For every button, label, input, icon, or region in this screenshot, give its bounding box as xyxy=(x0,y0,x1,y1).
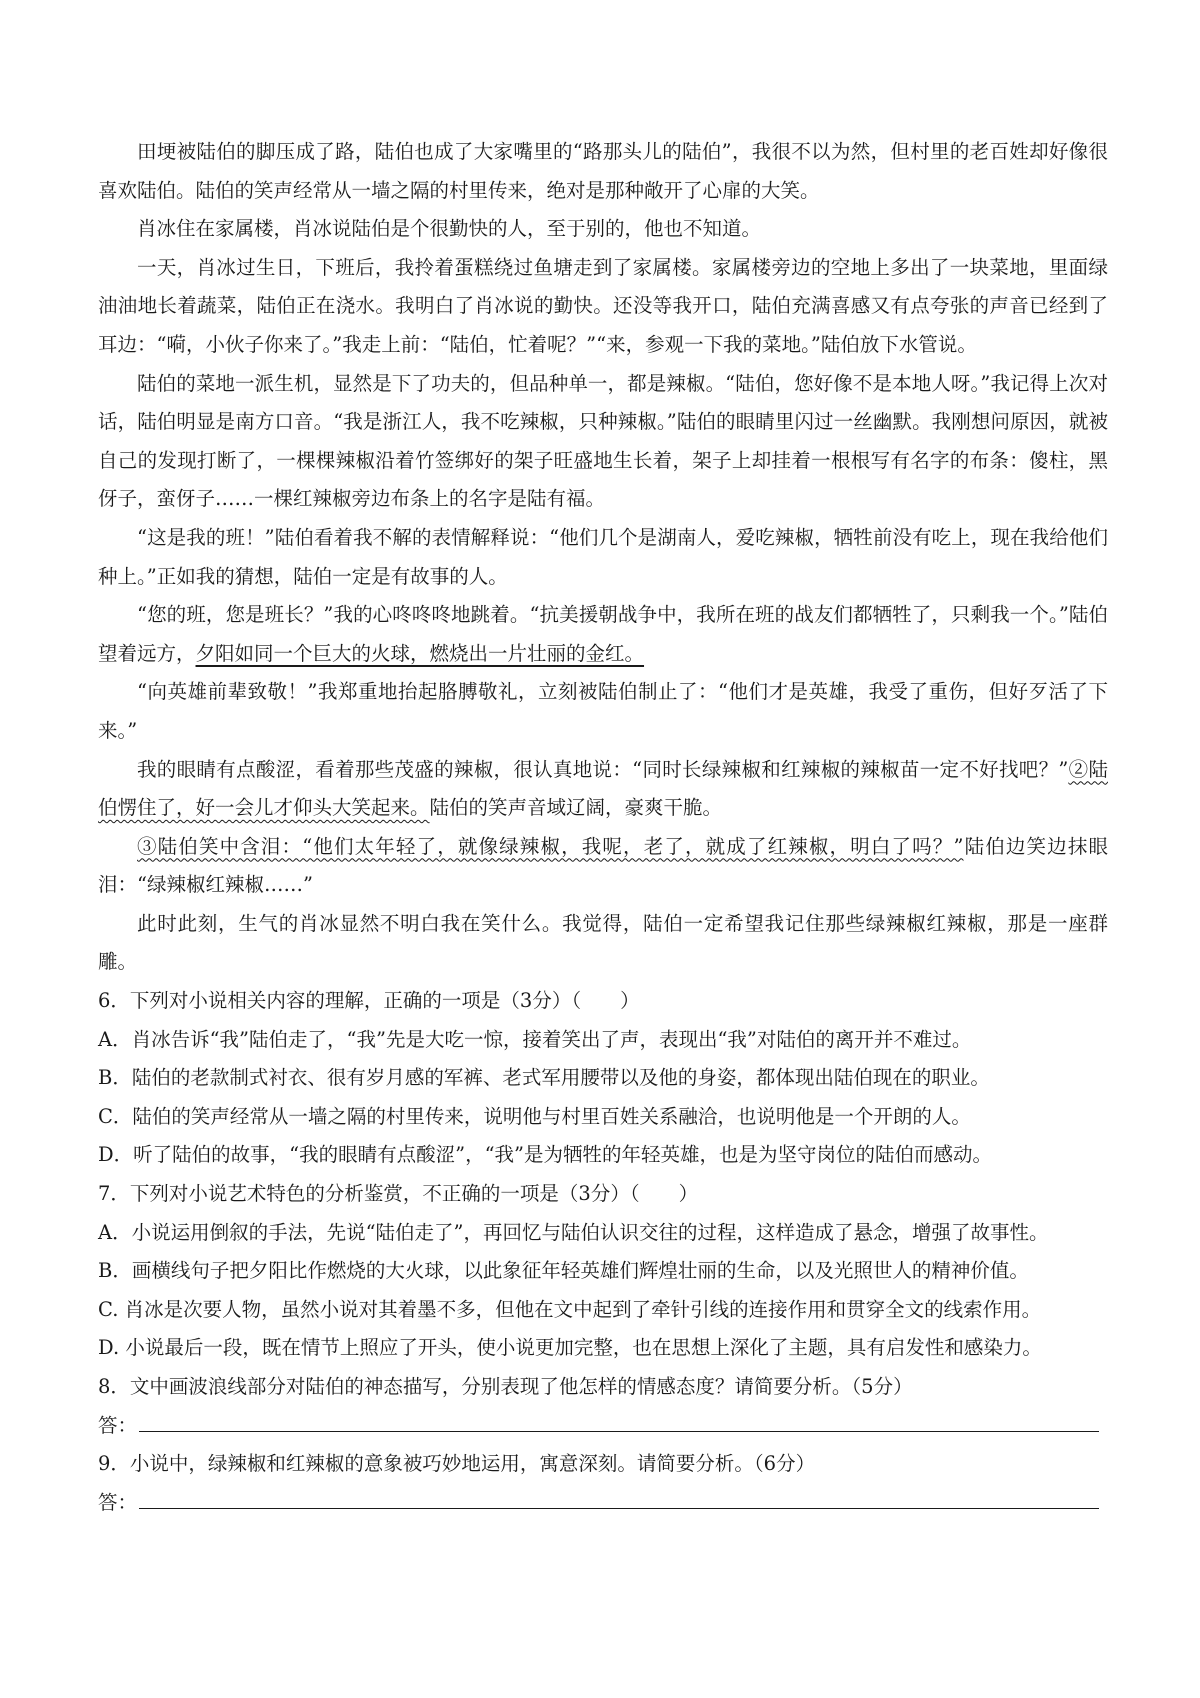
document-page xyxy=(98,133,1108,1522)
option-7b: B．画横线句子把夕阳比作燃烧的大火球，以此象征年轻英雄们辉煌壮丽的生命，以及光照世人的精神价值。 xyxy=(98,1259,1029,1283)
answer-8-blank[interactable] xyxy=(139,1411,1099,1432)
answer-label: 答： xyxy=(98,1490,138,1514)
option-6d: D．听了陆伯的故事，“我的眼睛有点酸涩”，“我”是为牺牲的年轻英雄，也是为坚守岗位的陆伯而感动。 xyxy=(98,1143,993,1167)
question-9: 9．小说中，绿辣椒和红辣椒的意象被巧妙地运用，寓意深刻。请简要分析。（6分） xyxy=(98,1452,816,1476)
passage-text: “您的班，您是班长？”我的心咚咚咚地跳着。“抗美援朝战争中，我所在班的战友们都牺牲了，只剩我一个。”陆伯望着远方， xyxy=(98,603,1108,665)
option-7c: C. 肖冰是次要人物，虽然小说对其着墨不多，但他在文中起到了牵针引线的连接作用和贯穿全文的线索作用。 xyxy=(98,1297,1042,1321)
passage-text: 陆伯的笑声音域辽阔，豪爽干脆。 xyxy=(429,796,723,820)
passage-paragraph: 肖冰住在家属楼，肖冰说陆伯是个很勤快的人，至于别的，他也不知道。 xyxy=(137,217,762,241)
passage-paragraph xyxy=(98,751,1108,828)
option-6a: A．肖冰告诉“我”陆伯走了，“我”先是大吃一惊，接着笑出了声，表现出“我”对陆伯的离开并不难过。 xyxy=(98,1027,972,1051)
answer-label: 答： xyxy=(98,1413,138,1437)
passage-text: 我的眼睛有点酸涩，看着那些茂盛的辣椒，很认真地说：“同时长绿辣椒和红辣椒的辣椒苗一定不好找吧？” xyxy=(137,757,1069,781)
answer-8-row xyxy=(98,1407,1108,1446)
option-7a: A．小说运用倒叙的手法，先说“陆伯走了”，再回忆与陆伯认识交往的过程，这样造成了悬念，增强了故事性。 xyxy=(98,1220,1049,1244)
underlined-sentence: 夕阳如同一个巨大的火球，燃烧出一片壮丽的金红。 xyxy=(195,641,645,665)
option-6c: C．陆伯的笑声经常从一墙之隔的村里传来，说明他与村里百姓关系融洽，也说明他是一个开朗的人。 xyxy=(98,1104,971,1128)
question-8: 8．文中画波浪线部分对陆伯的神态描写，分别表现了他怎样的情感态度？请简要分析。（5分） xyxy=(98,1375,913,1398)
passage-paragraph: “这是我的班！”陆伯看着我不解的表情解释说：“他们几个是湖南人，爱吃辣椒，牺牲前没有吃上，现在我给他们种上。”正如我的猜想，陆伯一定是有故事的人。 xyxy=(98,525,1108,588)
passage-paragraph: “向英雄前辈致敬！”我郑重地抬起胳膊敬礼，立刻被陆伯制止了：“他们才是英雄，我受了重伤，但好歹活了下来。” xyxy=(98,680,1108,742)
passage-paragraph: 一天，肖冰过生日，下班后，我拎着蛋糕绕过鱼塘走到了家属楼。家属楼旁边的空地上多出了一块菜地，里面绿油油地长着蔬菜，陆伯正在浇水。我明白了肖冰说的勤快。还没等我开口，陆伯充满喜感又有点夸张的声音已经到了耳边：“嗬，小伙子你来了。”我走上前：“陆伯，忙着呢？”“来，参观一下我的菜地。”陆伯放下水管说。 xyxy=(98,255,1108,356)
wavy-line-sentence-2: ②陆伯愣住了，好一会儿才仰头大笑起来。 xyxy=(98,757,1108,820)
passage-paragraph: 此时此刻，生气的肖冰显然不明白我在笑什么。我觉得，陆伯一定希望我记住那些绿辣椒红辣椒，那是一座群雕。 xyxy=(98,911,1108,974)
passage-text: 陆伯边笑边抹眼泪：“绿辣椒红辣椒……” xyxy=(98,834,1108,897)
answer-9-row xyxy=(98,1484,1108,1523)
question-7: 7．下列对小说艺术特色的分析鉴赏，不正确的一项是（3分）（ ） xyxy=(98,1182,699,1206)
passage-paragraph: 陆伯的菜地一派生机，显然是下了功夫的，但品种单一，都是辣椒。“陆伯，您好像不是本地人呀。”我记得上次对话，陆伯明显是南方口音。“我是浙江人，我不吃辣椒，只种辣椒。”陆伯的眼睛里闪过一丝幽默。我刚想问原因，就被自己的发现打断了，一棵棵辣椒沿着竹签绑好的架子旺盛地生长着，架子上却挂着一根根写有名字的布条：傻柱，黑伢子，蛮伢子……一棵红辣椒旁边布条上的名字是陆有福。 xyxy=(98,371,1108,511)
option-6b: B．陆伯的老款制式衬衣、很有岁月感的军裤、老式军用腰带以及他的身姿，都体现出陆伯现在的职业。 xyxy=(98,1066,990,1090)
option-7d: D. 小说最后一段，既在情节上照应了开头，使小说更加完整，也在思想上深化了主题，具有启发性和感染力。 xyxy=(98,1336,1042,1360)
passage-paragraph xyxy=(98,828,1108,905)
wavy-line-sentence-3: ③陆伯笑中含泪：“他们太年轻了，就像绿辣椒，我呢，老了，就成了红辣椒，明白了吗？” xyxy=(137,834,964,858)
passage-paragraph xyxy=(98,596,1108,673)
answer-9-blank[interactable] xyxy=(139,1488,1099,1509)
passage-paragraph: 田埂被陆伯的脚压成了路，陆伯也成了大家嘴里的“路那头儿的陆伯”，我很不以为然，但村里的老百姓却好像很喜欢陆伯。陆伯的笑声经常从一墙之隔的村里传来，绝对是那种敞开了心扉的大笑。 xyxy=(98,140,1108,202)
question-6: 6．下列对小说相关内容的理解，正确的一项是（3分）（ ） xyxy=(98,989,640,1013)
